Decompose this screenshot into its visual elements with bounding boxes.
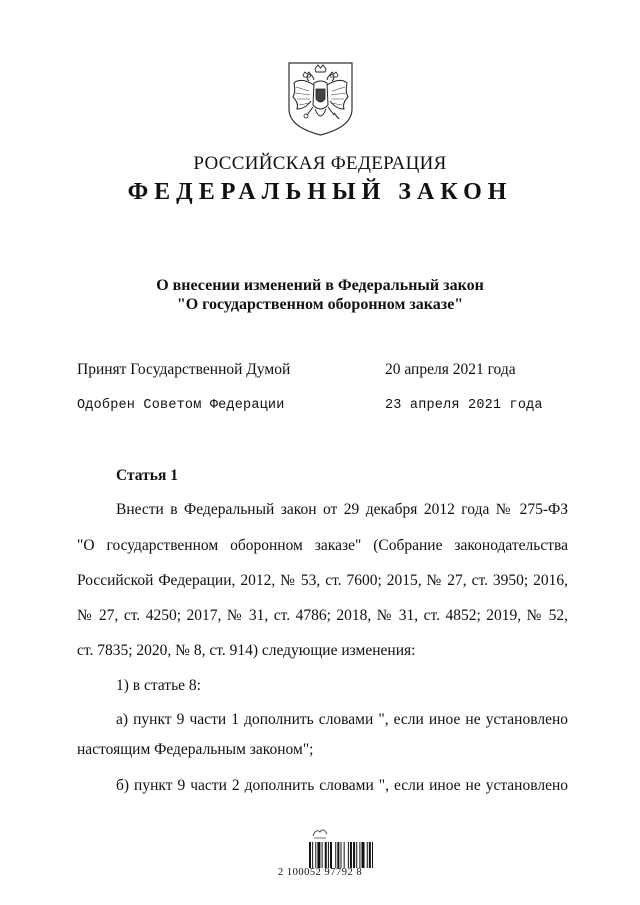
document-type: ФЕДЕРАЛЬНЫЙ ЗАКОН (127, 179, 513, 205)
law-title-line-2: "О государственном оборонном заказе" (176, 296, 464, 313)
stamp-mark-icon (311, 826, 329, 840)
article-line: ст. 7835; 2020, № 8, ст. 914) следующие изменения: (77, 642, 416, 659)
article-line: настоящим Федеральным законом"; (77, 741, 314, 758)
duma-adoption-label: Принят Государственной Думой (77, 361, 291, 378)
barcode-number: 2 100052 97792 8 (277, 867, 363, 878)
article-line: № 27, ст. 4250; 2017, № 31, ст. 4786; 2018, № 31, ст. 4852; 2019, № 52, (77, 607, 568, 624)
article-line: Российской Федерации, 2012, № 53, ст. 7600; 2015, № 27, ст. 3950; 2016, (77, 572, 568, 589)
article-line: б) пункт 9 части 2 дополнить словами ", если иное не установлено (116, 777, 568, 794)
duma-adoption-date: 20 апреля 2021 года (385, 361, 516, 378)
law-title-line-1: О внесении изменений в Федеральный закон (156, 277, 484, 294)
article-line: а) пункт 9 части 1 дополнить словами ", если иное не установлено (116, 711, 568, 728)
article-line: Внести в Федеральный закон от 29 декабря 2012 года № 275-ФЗ (116, 501, 568, 518)
article-line: 1) в статье 8: (116, 677, 201, 694)
article-line: "О государственном оборонном заказе" (Собрание законодательства (77, 537, 568, 554)
country-name: РОССИЙСКАЯ ФЕДЕРАЦИЯ (193, 153, 447, 174)
council-approval-label: Одобрен Советом Федерации (77, 398, 285, 413)
article-body (77, 0, 568, 905)
council-approval-date: 23 апреля 2021 года (385, 398, 543, 413)
article-title: Статья 1 (116, 467, 178, 484)
